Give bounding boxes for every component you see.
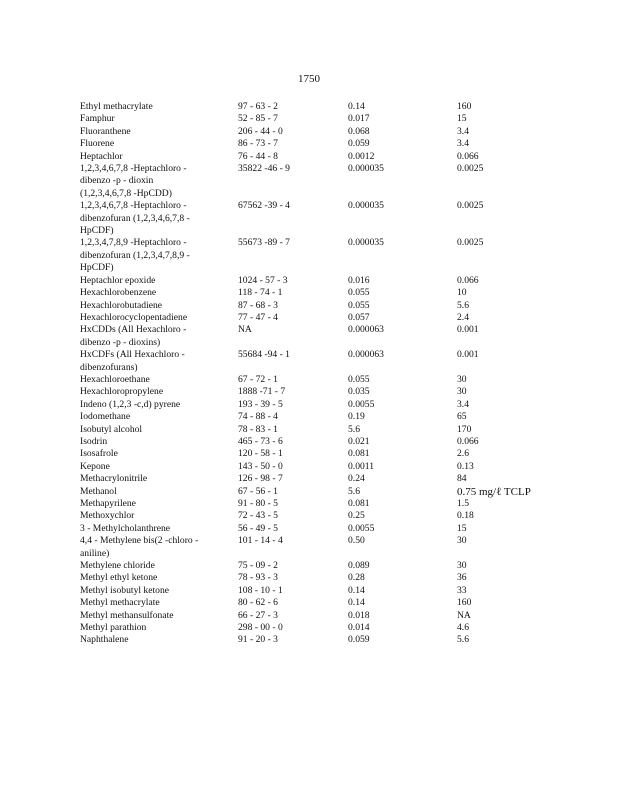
cas-number: 120 - 58 - 1 [238, 448, 283, 460]
wastewater-standard: 0.017 [348, 113, 370, 125]
constituent-name: Methanol [80, 485, 117, 497]
cas-number: 118 - 74 - 1 [238, 287, 283, 299]
constituent-name: Fluoranthene [80, 125, 131, 137]
constituent-table [80, 101, 550, 647]
cas-number: 67562 -39 - 4 [238, 200, 290, 212]
nonwastewater-standard: 2.6 [457, 448, 469, 460]
nonwastewater-standard: 0.0025 [457, 200, 484, 212]
nonwastewater-standard: 0.001 [457, 324, 479, 336]
constituent-name: Kepone [80, 460, 110, 472]
wastewater-standard: 0.0055 [348, 398, 375, 410]
constituent-name: Methylene chloride [80, 560, 155, 572]
wastewater-standard: 0.14 [348, 597, 365, 609]
wastewater-standard: 0.14 [348, 101, 365, 112]
constituent-name: 1,2,3,4,7,8,9 -Heptachloro - dibenzofuran (1,2,3,4,7,8,9 - HpCDF) [80, 237, 190, 274]
table-row [80, 411, 550, 423]
wastewater-standard: 0.057 [348, 311, 370, 323]
table-row [80, 424, 550, 436]
constituent-name: Heptachlor epoxide [80, 274, 156, 286]
wastewater-standard: 0.25 [348, 510, 365, 522]
table-row [80, 560, 550, 572]
cas-number: 101 - 14 - 4 [238, 535, 283, 547]
constituent-name: Hexachlorobutadiene [80, 299, 163, 311]
cas-number: 1024 - 57 - 3 [238, 274, 288, 286]
cas-number: 78 - 83 - 1 [238, 423, 278, 435]
table-row [80, 200, 550, 237]
table-row [80, 510, 550, 522]
cas-number: 465 - 73 - 6 [238, 435, 283, 447]
cas-number: 206 - 44 - 0 [238, 125, 283, 137]
nonwastewater-standard: 30 [457, 535, 467, 547]
nonwastewater-standard: 65 [457, 411, 467, 423]
constituent-name: Methyl parathion [80, 622, 147, 634]
table-row [80, 634, 550, 646]
nonwastewater-standard: 4.6 [457, 622, 469, 634]
table-row [80, 163, 550, 200]
constituent-name: Ethyl methacrylate [80, 101, 153, 112]
constituent-name: Heptachlor [80, 150, 123, 162]
nonwastewater-standard: 84 [457, 473, 467, 485]
nonwastewater-standard: 0.75 mg/ℓ TCLP [457, 485, 531, 498]
constituent-name: 1,2,3,4,6,7,8 -Heptachloro - dibenzo -p - dioxin (1,2,3,4,6,7,8 -HpCDD) [80, 163, 187, 199]
cas-number: 66 - 27 - 3 [238, 609, 278, 621]
cas-number: 75 - 09 - 2 [238, 560, 278, 572]
nonwastewater-standard: 0.066 [457, 274, 479, 286]
constituent-name: Methyl ethyl ketone [80, 572, 158, 584]
table-row [80, 572, 550, 584]
wastewater-standard: 0.14 [348, 584, 365, 596]
constituent-name: Hexachlorocyclopentadiene [80, 311, 188, 323]
table-row [80, 498, 550, 510]
wastewater-standard: 0.081 [348, 498, 370, 509]
wastewater-standard: 0.016 [348, 274, 370, 286]
wastewater-standard: 0.0012 [348, 150, 375, 162]
constituent-name: Famphur [80, 113, 115, 125]
table-row [80, 349, 550, 374]
wastewater-standard: 0.035 [348, 386, 370, 398]
nonwastewater-standard: 15 [457, 113, 467, 125]
wastewater-standard: 0.0055 [348, 522, 375, 534]
wastewater-standard: 0.50 [348, 535, 365, 547]
cas-number: 1888 -71 - 7 [238, 386, 286, 398]
wastewater-standard: 0.068 [348, 125, 370, 137]
constituent-name: Methyl methansulfonate [80, 609, 174, 621]
nonwastewater-standard: 0.13 [457, 460, 474, 472]
nonwastewater-standard: 1.5 [457, 498, 469, 509]
table-row [80, 312, 550, 324]
nonwastewater-standard: 170 [457, 423, 472, 435]
constituent-name: Methacrylonitrile [80, 473, 148, 485]
table-row [80, 138, 550, 150]
cas-number: 80 - 62 - 6 [238, 597, 278, 609]
nonwastewater-standard: 15 [457, 522, 467, 534]
table-row [80, 610, 550, 622]
table-row [80, 275, 550, 287]
table-row [80, 448, 550, 460]
cas-number: 193 - 39 - 5 [238, 398, 283, 410]
wastewater-standard: 0.19 [348, 411, 365, 423]
cas-number: 55684 -94 - 1 [238, 349, 290, 361]
cas-number: 86 - 73 - 7 [238, 138, 278, 150]
nonwastewater-standard: 160 [457, 597, 472, 609]
table-row [80, 374, 550, 386]
wastewater-standard: 0.059 [348, 634, 370, 646]
table-row [80, 461, 550, 473]
constituent-name: 1,2,3,4,6,7,8 -Heptachloro - dibenzofuran (1,2,3,4,6,7,8 - HpCDF) [80, 200, 190, 237]
wastewater-standard: 5.6 [348, 423, 360, 435]
table-row [80, 473, 550, 485]
nonwastewater-standard: 0.001 [457, 349, 479, 361]
nonwastewater-standard: 3.4 [457, 125, 469, 137]
nonwastewater-standard: 10 [457, 287, 467, 299]
cas-number: 56 - 49 - 5 [238, 522, 278, 534]
nonwastewater-standard: 160 [457, 101, 472, 112]
cas-number: 52 - 85 - 7 [238, 113, 278, 125]
cas-number: 78 - 93 - 3 [238, 572, 278, 584]
nonwastewater-standard: 0.18 [457, 510, 474, 522]
nonwastewater-standard: 0.0025 [457, 237, 484, 249]
table-row [80, 386, 550, 398]
nonwastewater-standard: 3.4 [457, 138, 469, 150]
constituent-name: Methyl methacrylate [80, 597, 160, 609]
cas-number: 91 - 80 - 5 [238, 498, 278, 509]
nonwastewater-standard: 0.066 [457, 435, 479, 447]
nonwastewater-standard: 36 [457, 572, 467, 584]
nonwastewater-standard: 2.4 [457, 311, 469, 323]
wastewater-standard: 0.021 [348, 435, 370, 447]
page-number: 1750 [298, 73, 320, 85]
wastewater-standard: 0.000063 [348, 349, 384, 361]
cas-number: 76 - 44 - 8 [238, 150, 278, 162]
table-row [80, 113, 550, 125]
table-row [80, 399, 550, 411]
table-row [80, 126, 550, 138]
constituent-name: HxCDDs (All Hexachloro - dibenzo -p - dioxins) [80, 324, 187, 348]
table-row [80, 622, 550, 634]
nonwastewater-standard: 30 [457, 373, 467, 385]
cas-number: 97 - 63 - 2 [238, 101, 278, 112]
cas-number: 67 - 56 - 1 [238, 485, 278, 497]
constituent-name: Isobutyl alcohol [80, 423, 143, 435]
wastewater-standard: 0.059 [348, 138, 370, 150]
table-row [80, 287, 550, 299]
wastewater-standard: 0.081 [348, 448, 370, 460]
wastewater-standard: 0.018 [348, 609, 370, 621]
cas-number: 87 - 68 - 3 [238, 299, 278, 311]
table-row [80, 151, 550, 163]
constituent-name: Naphthalene [80, 634, 129, 646]
table-row [80, 585, 550, 597]
cas-number: 72 - 43 - 5 [238, 510, 278, 522]
wastewater-standard: 0.24 [348, 473, 365, 485]
cas-number: 298 - 00 - 0 [238, 622, 283, 634]
wastewater-standard: 0.28 [348, 572, 365, 584]
constituent-name: 4,4 - Methylene bis(2 -chloro - aniline) [80, 535, 199, 559]
nonwastewater-standard: 0.066 [457, 150, 479, 162]
cas-number: 108 - 10 - 1 [238, 584, 283, 596]
wastewater-standard: 0.055 [348, 373, 370, 385]
wastewater-standard: 0.0011 [348, 460, 375, 472]
table-row [80, 535, 550, 560]
nonwastewater-standard: 33 [457, 584, 467, 596]
table-row [80, 597, 550, 609]
constituent-name: Fluorene [80, 138, 115, 150]
constituent-name: Isodrin [80, 435, 108, 447]
wastewater-standard: 0.000035 [348, 237, 384, 249]
constituent-name: 3 - Methylcholanthrene [80, 522, 171, 534]
wastewater-standard: 0.000035 [348, 200, 384, 212]
nonwastewater-standard: 30 [457, 560, 467, 572]
table-row [80, 300, 550, 312]
constituent-name: Methyl isobutyl ketone [80, 584, 169, 596]
wastewater-standard: 0.089 [348, 560, 370, 572]
cas-number: 126 - 98 - 7 [238, 473, 283, 485]
cas-number: 35822 -46 - 9 [238, 163, 290, 175]
constituent-name: Methoxychlor [80, 510, 135, 522]
wastewater-standard: 0.000063 [348, 324, 384, 336]
cas-number: 55673 -89 - 7 [238, 237, 290, 249]
cas-number: NA [238, 324, 252, 336]
constituent-name: Hexachloroethane [80, 373, 150, 385]
constituent-name: HxCDFs (All Hexachloro - dibenzofurans) [80, 349, 185, 373]
nonwastewater-standard: 0.0025 [457, 163, 484, 175]
constituent-name: Hexachloropropylene [80, 386, 164, 398]
nonwastewater-standard: 3.4 [457, 398, 469, 410]
table-row [80, 486, 550, 498]
cas-number: 143 - 50 - 0 [238, 460, 283, 472]
constituent-name: Iodomethane [80, 411, 131, 423]
wastewater-standard: 0.055 [348, 287, 370, 299]
constituent-name: Isosafrole [80, 448, 118, 460]
nonwastewater-standard: NA [457, 609, 471, 621]
table-row [80, 523, 550, 535]
wastewater-standard: 0.014 [348, 622, 370, 634]
nonwastewater-standard: 5.6 [457, 299, 469, 311]
nonwastewater-standard: 5.6 [457, 634, 469, 646]
cas-number: 67 - 72 - 1 [238, 373, 278, 385]
wastewater-standard: 0.055 [348, 299, 370, 311]
table-row [80, 101, 550, 113]
constituent-name: Indeno (1,2,3 -c,d) pyrene [80, 398, 181, 410]
cas-number: 91 - 20 - 3 [238, 634, 278, 646]
table-row [80, 324, 550, 349]
cas-number: 74 - 88 - 4 [238, 411, 278, 423]
table-row [80, 237, 550, 274]
cas-number: 77 - 47 - 4 [238, 311, 278, 323]
table-row [80, 436, 550, 448]
wastewater-standard: 5.6 [348, 485, 360, 497]
wastewater-standard: 0.000035 [348, 163, 384, 175]
nonwastewater-standard: 30 [457, 386, 467, 398]
constituent-name: Hexachlorobenzene [80, 287, 157, 299]
constituent-name: Methapyrilene [80, 498, 136, 509]
